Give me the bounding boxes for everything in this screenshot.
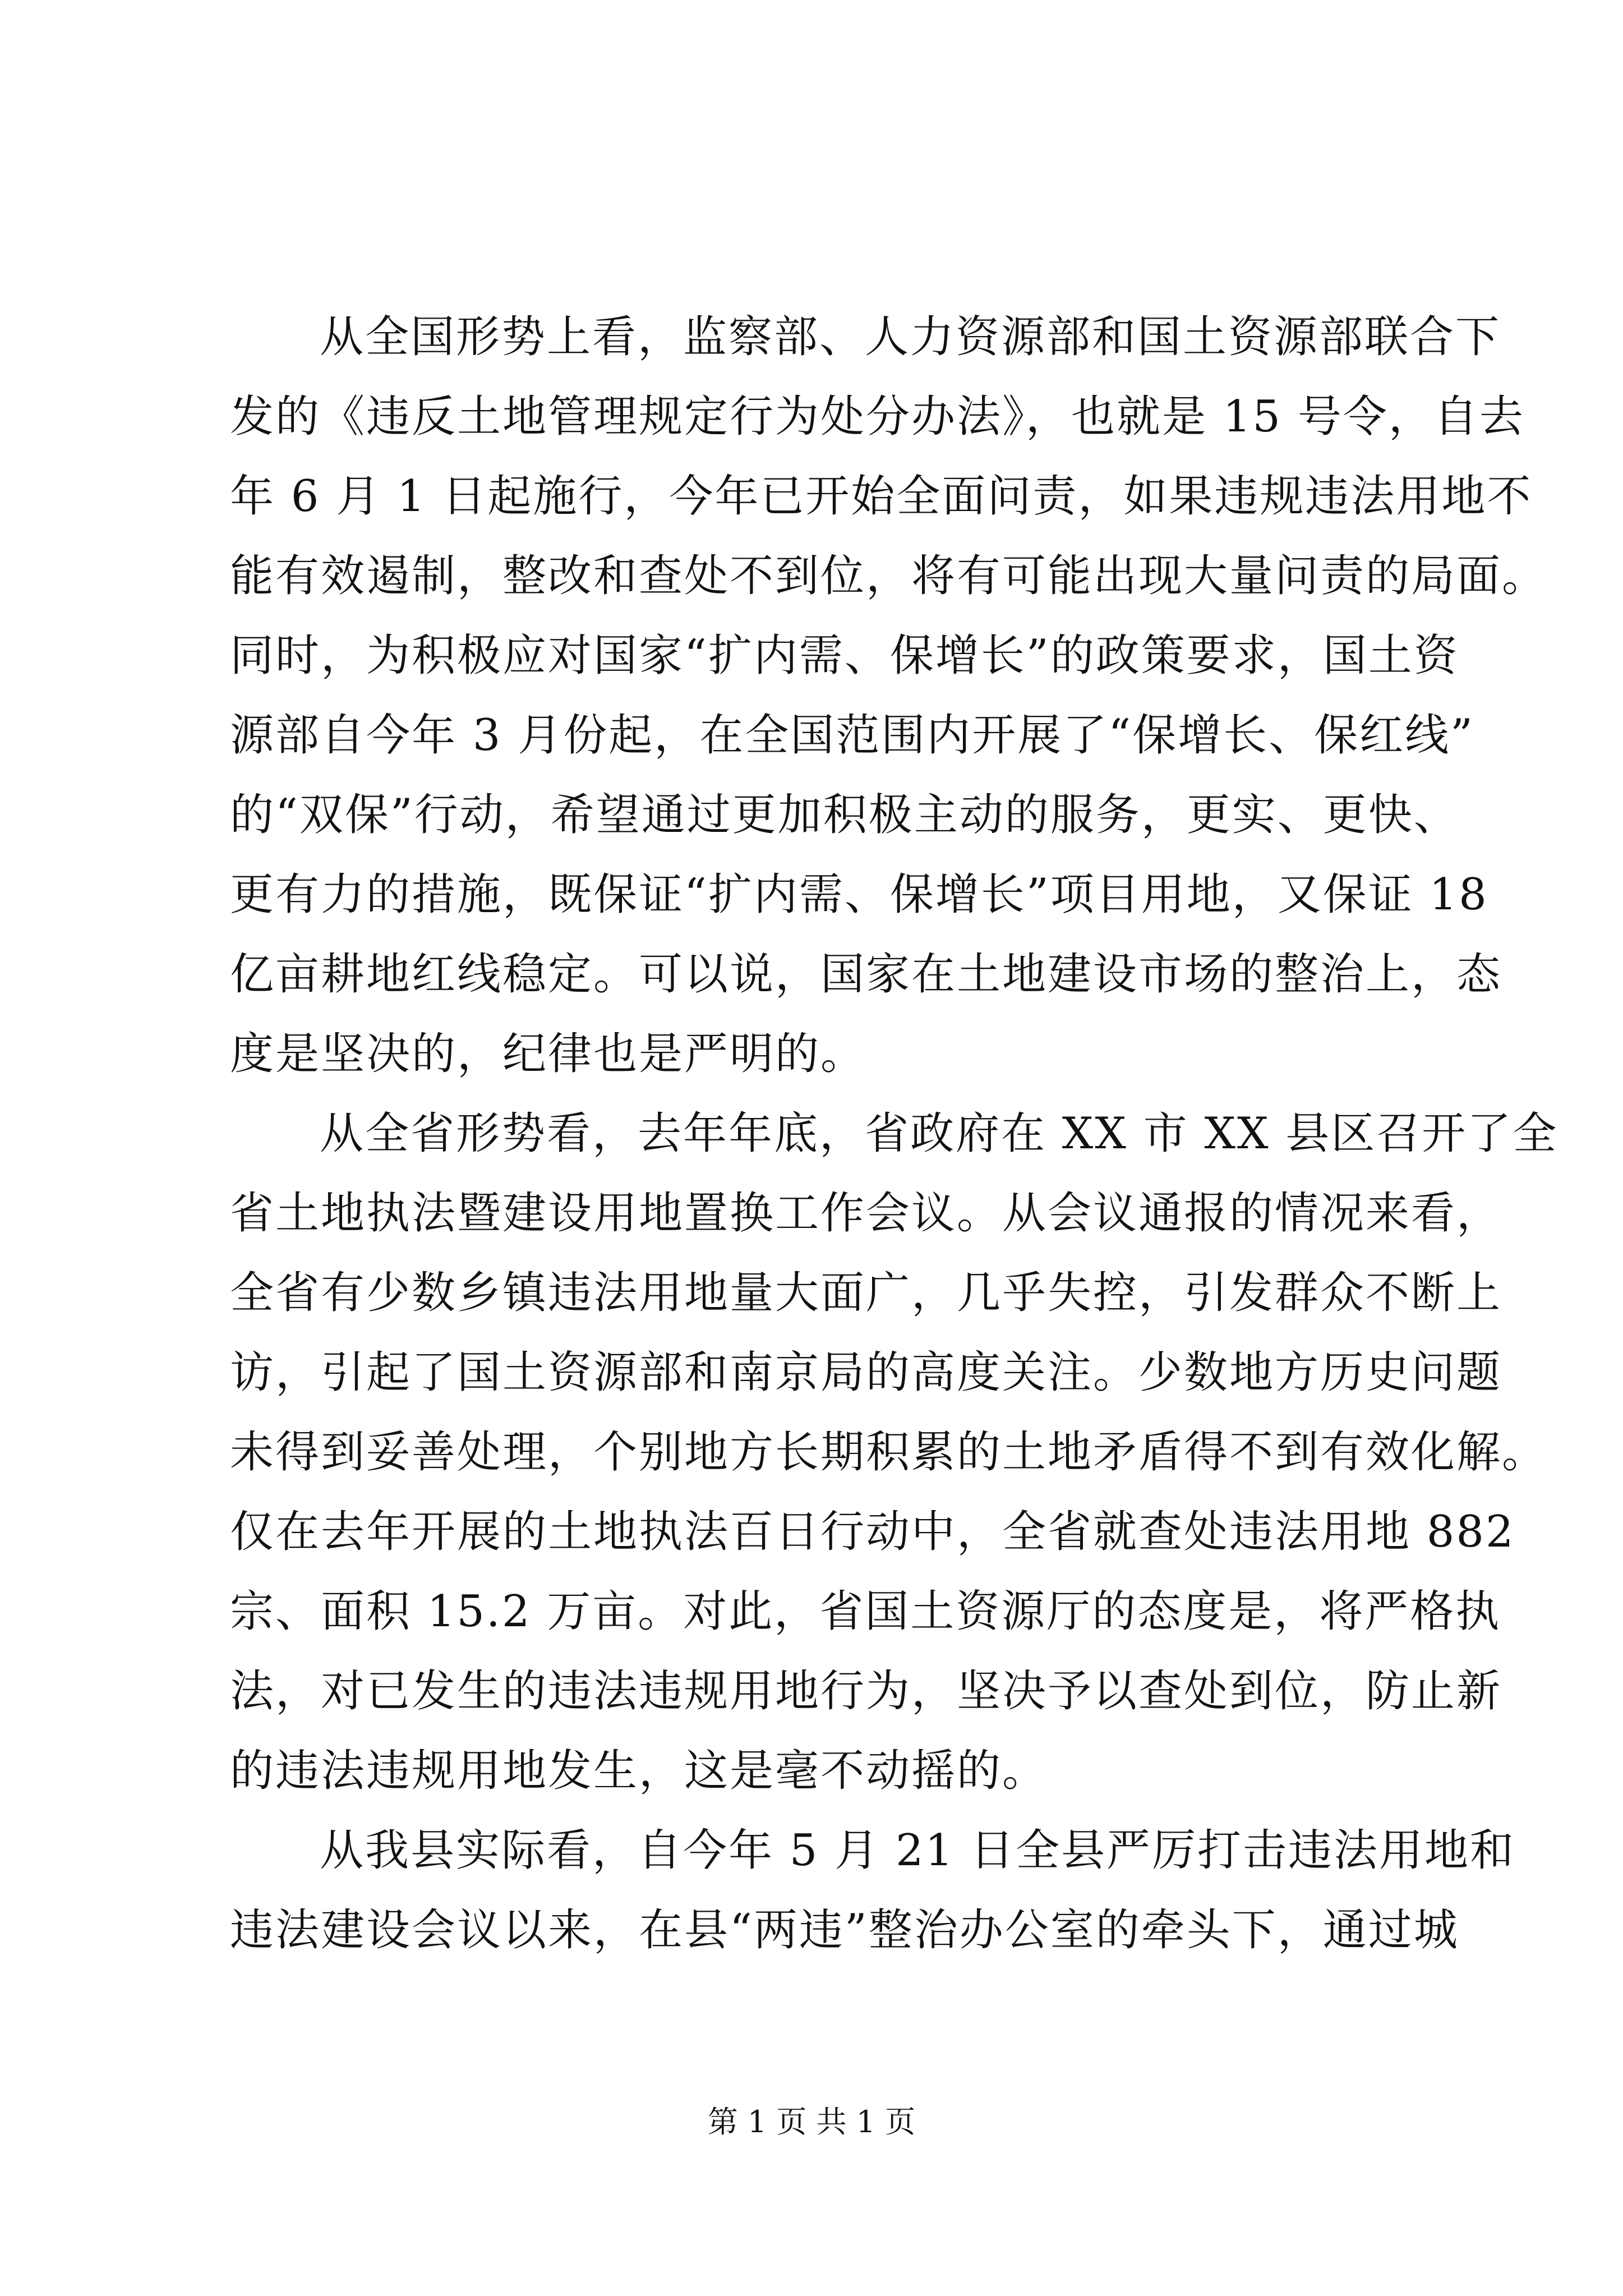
text-line: 省土地执法暨建设用地置换工作会议。从会议通报的情况来看， [230, 1188, 1502, 1239]
text-line: 全省有少数乡镇违法用地量大面广，几乎失控，引发群众不断上 [230, 1268, 1502, 1318]
text-line: 更有力的措施，既保证“扩内需、保增长”项目用地，又保证 18 [230, 869, 1488, 920]
page-footer: 第 1 页 共 1 页 [707, 2104, 916, 2139]
text-line: 仅在去年开展的土地执法百日行动中，全省就查处违法用地 882 [230, 1507, 1515, 1557]
text-line: 未得到妥善处理，个别地方长期积累的土地矛盾得不到有效化解。 [230, 1427, 1548, 1478]
text-line: 源部自今年 3 月份起，在全国范围内开展了“保增长、保红线” [230, 710, 1474, 761]
text-line: 违法建设会议以来，在县“两违”整治办公室的牵头下，通过城 [230, 1905, 1459, 1955]
text-line: 亿亩耕地红线稳定。可以说，国家在土地建设市场的整治上，态 [230, 949, 1502, 1000]
text-line: 从我县实际看，自今年 5 月 21 日全县严厉打击违法用地和 [320, 1825, 1516, 1876]
text-line: 年 6 月 1 日起施行，今年已开始全面问责，如果违规违法用地不 [230, 471, 1533, 522]
text-line: 宗、面积 15.2 万亩。对此，省国土资源厅的态度是，将严格执 [230, 1586, 1501, 1637]
paragraph-county [230, 1811, 1516, 1970]
text-line: 访，引起了国土资源部和南京局的高度关注。少数地方历史问题 [230, 1347, 1502, 1398]
text-line: 从全国形势上看，监察部、人力资源部和国土资源部联合下 [320, 312, 1501, 362]
text-line: 的违法违规用地发生，这是毫不动摇的。 [230, 1746, 1048, 1796]
document-body [230, 297, 1559, 1970]
text-line: 度是坚决的，纪律也是严明的。 [230, 1029, 866, 1079]
text-line: 的“双保”行动，希望通过更加积极主动的服务，更实、更快、 [230, 790, 1459, 840]
text-line: 从全省形势看，去年年底，省政府在 XX 市 XX 县区召开了全 [320, 1108, 1559, 1159]
text-line: 法，对已发生的违法违规用地行为，坚决予以查处到位，防止新 [230, 1666, 1502, 1717]
paragraph-provincial [230, 1094, 1559, 1811]
paragraph-national [230, 297, 1548, 1094]
text-line: 同时，为积极应对国家“扩内需、保增长”的政策要求，国土资 [230, 631, 1459, 681]
text-line: 发的《违反土地管理规定行为处分办法》，也就是 15 号令，自去 [230, 392, 1525, 442]
text-line: 能有效遏制，整改和查处不到位，将有可能出现大量问责的局面。 [230, 551, 1548, 601]
